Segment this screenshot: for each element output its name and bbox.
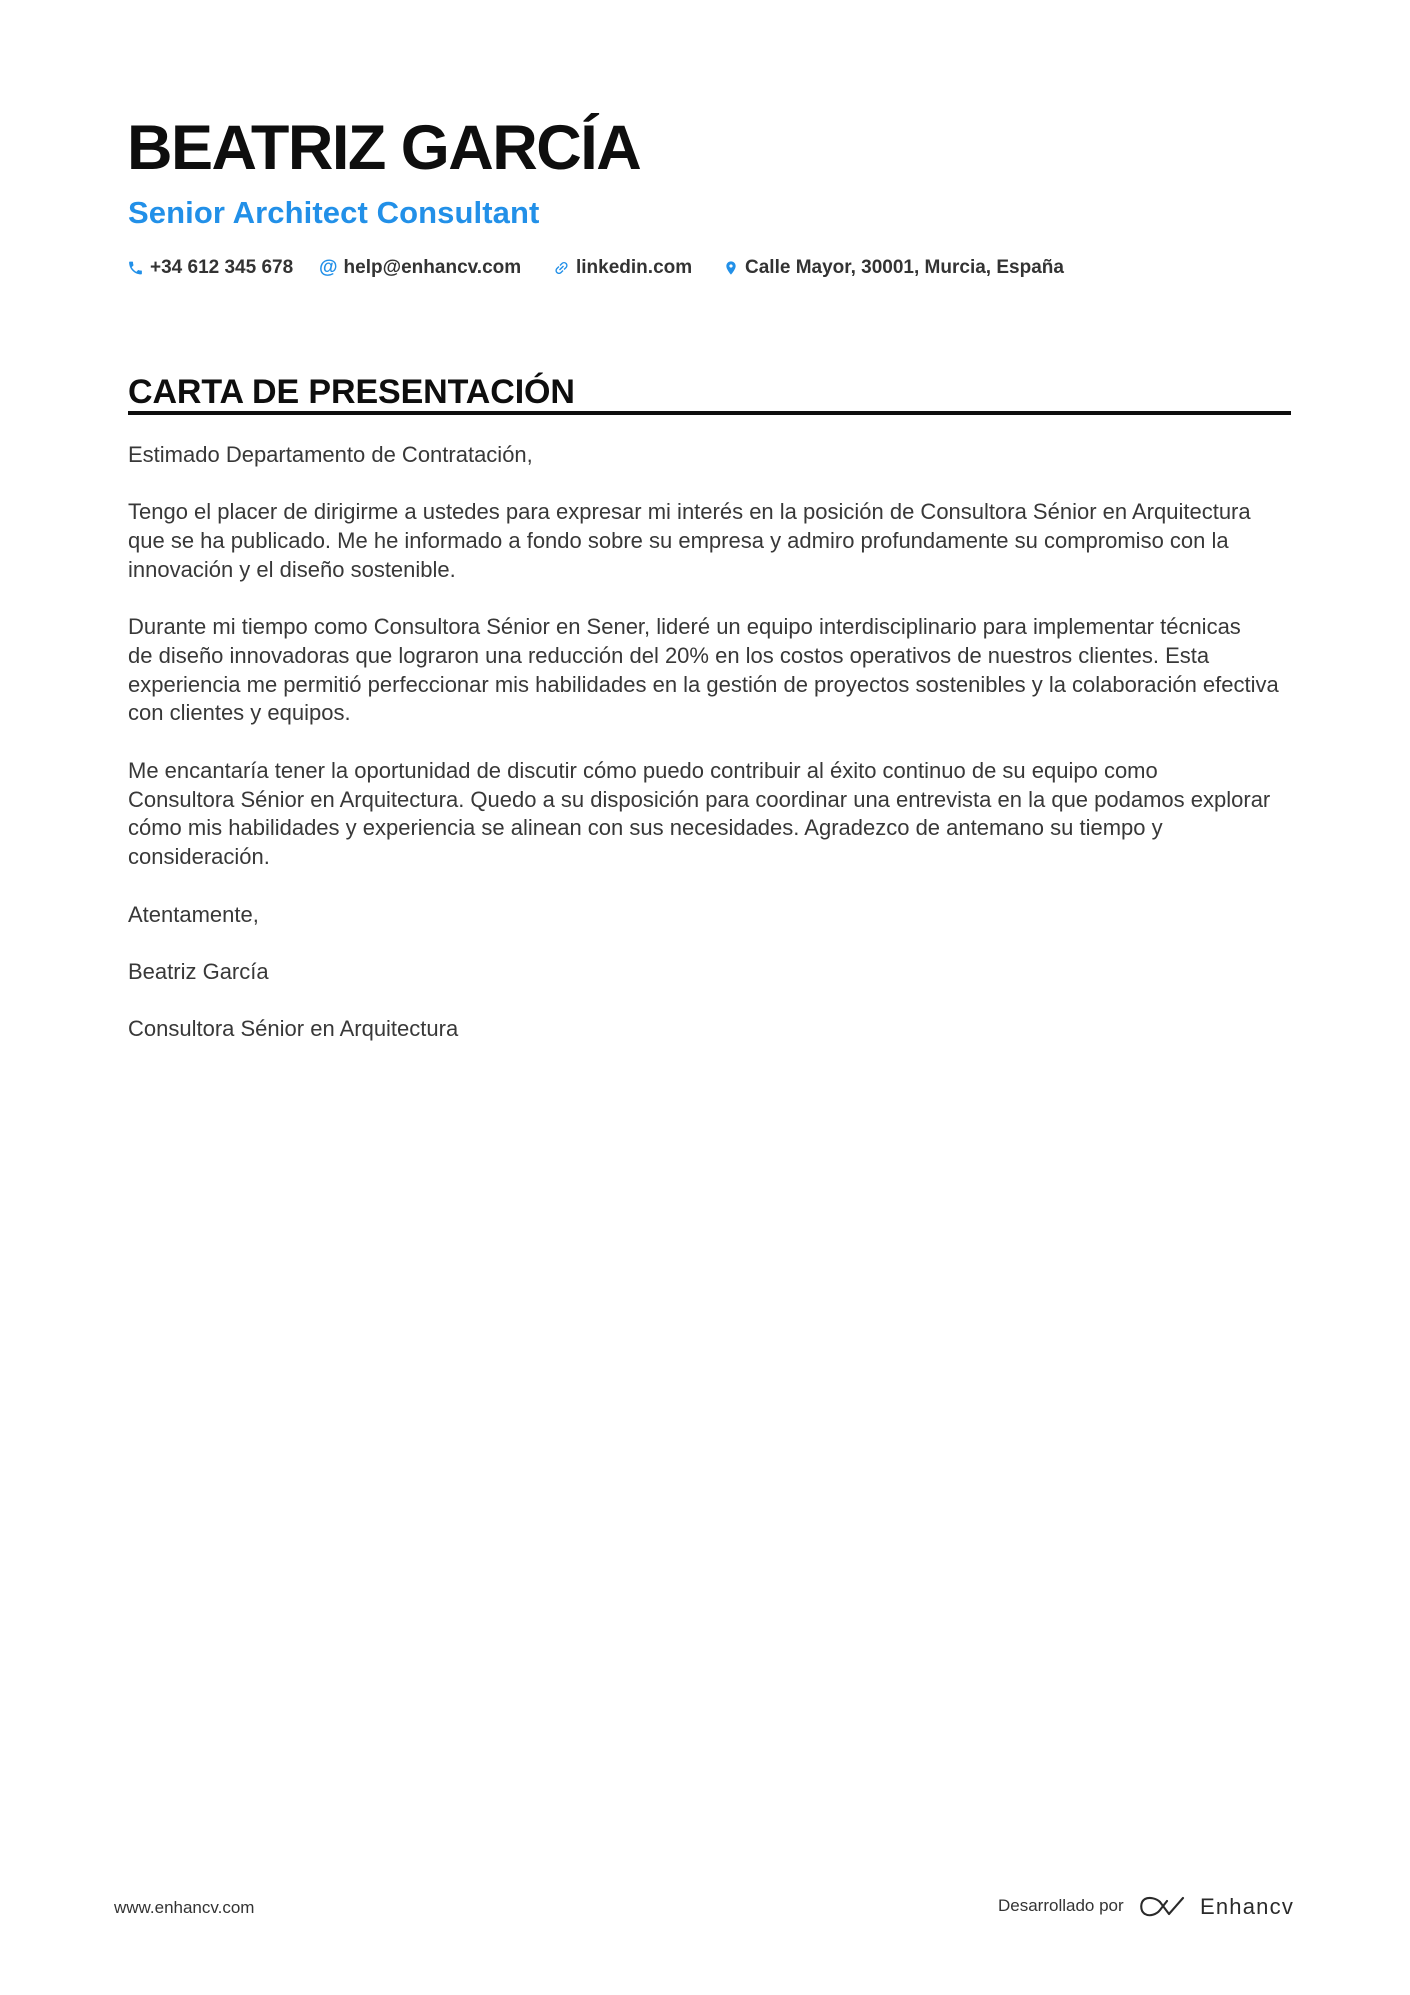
- footer-website[interactable]: www.enhancv.com: [114, 1898, 255, 1917]
- contact-email[interactable]: [319, 258, 521, 278]
- letter-body: [128, 441, 1291, 1073]
- paragraph-line: Me encantaría tener la oportunidad de discutir cómo puedo contribuir al éxito continuo de su equipo como: [128, 757, 1158, 783]
- letter-paragraph: [128, 757, 1291, 872]
- signature-name: [128, 958, 1291, 987]
- contact-email-text: help@enhancv.com: [343, 257, 522, 278]
- paragraph-line: innovación y el diseño sostenible.: [128, 556, 456, 582]
- contact-address-text: Calle Mayor, 30001, Murcia, España: [745, 257, 1064, 278]
- section-heading: CARTA DE PRESENTACIÓN: [128, 373, 575, 411]
- enhancv-logo-text: Enhancv: [1200, 1894, 1295, 1919]
- contact-phone-text: +34 612 345 678: [150, 257, 294, 278]
- paragraph-line: cómo mis habilidades y experiencia se alinean con sus necesidades. Agradezco de antemano su tiempo y: [128, 815, 1163, 841]
- contact-linkedin[interactable]: [553, 258, 692, 278]
- contact-phone[interactable]: [127, 258, 293, 278]
- candidate-name: BEATRIZ GARCÍA: [127, 113, 641, 183]
- signature-title-text: Consultora Sénior en Arquitectura: [128, 1016, 459, 1042]
- closing-text: Atentamente,: [128, 901, 259, 927]
- candidate-title: Senior Architect Consultant: [128, 195, 540, 230]
- paragraph-line: Durante mi tiempo como Consultora Sénior en Sener, lideré un equipo interdisciplinario para implementar técnicas: [128, 614, 1241, 640]
- salutation-text: Estimado Departamento de Contratación,: [128, 442, 533, 467]
- section-divider: [128, 411, 1291, 415]
- enhancv-logo-icon: [1139, 1895, 1187, 1919]
- at-icon: [319, 258, 338, 278]
- contact-linkedin-text: linkedin.com: [576, 257, 693, 278]
- paragraph-line: que se ha publicado. Me he informado a fondo sobre su empresa y admiro profundamente su compromiso con la: [128, 528, 1229, 554]
- link-icon: [553, 258, 570, 278]
- signature-title: [128, 1015, 1291, 1044]
- phone-icon: [127, 258, 144, 278]
- paragraph-line: con clientes y equipos.: [128, 700, 351, 726]
- letter-paragraph: [128, 613, 1291, 728]
- paragraph-line: Consultora Sénior en Arquitectura. Quedo a su disposición para coordinar una entrevista en la que podamos explorar: [128, 786, 1271, 812]
- paragraph-line: de diseño innovadoras que lograron una reducción del 20% en los costos operativos de nuestros clientes. Esta: [128, 643, 1210, 669]
- signature-name-text: Beatriz García: [128, 958, 269, 984]
- paragraph-line: experiencia me permitió perfeccionar mis habilidades en la gestión de proyectos sostenibles y la colaboración efectiva: [128, 671, 1279, 697]
- closing: [128, 901, 1291, 930]
- paragraph-line: Tengo el placer de dirigirme a ustedes para expresar mi interés en la posición de Consultora Sénior en Arquitectura: [128, 499, 1251, 525]
- salutation: [128, 441, 1291, 470]
- letter-paragraph: [128, 498, 1291, 584]
- powered-by-label: Desarrollado por: [998, 1896, 1124, 1915]
- location-pin-icon: [723, 258, 739, 278]
- paragraph-line: consideración.: [128, 844, 270, 870]
- contact-address: [723, 258, 1064, 278]
